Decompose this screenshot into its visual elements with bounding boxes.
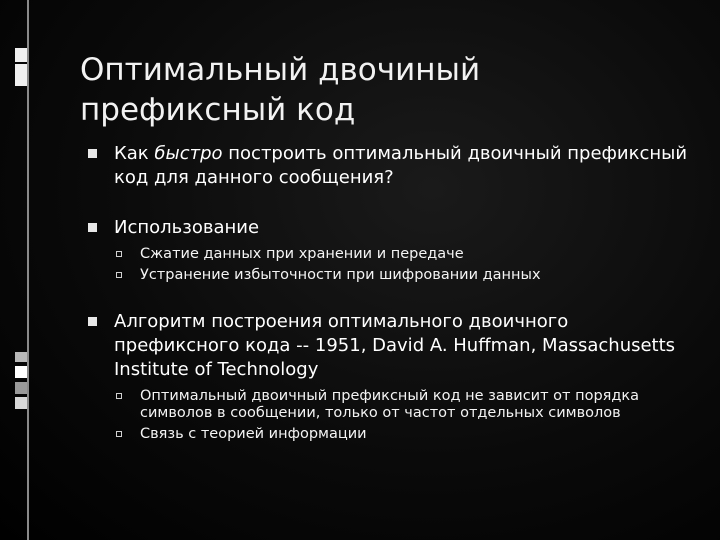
accent-bar-bottom-2	[15, 366, 27, 378]
bullet-usage	[88, 216, 688, 240]
sub-bullet-information-theory	[88, 426, 688, 443]
sub-bullet-text: Связь с теорией информации	[140, 426, 367, 442]
hollow-square-bullet-icon	[116, 431, 122, 437]
bullet-algorithm	[88, 310, 688, 382]
title-line-1: Оптимальный двочиный	[80, 52, 481, 88]
hollow-square-bullet-icon	[116, 393, 122, 399]
sub-bullet-text: Устранение избыточности при шифровании данных	[140, 267, 541, 283]
accent-bar-bottom-4	[15, 397, 27, 409]
sub-bullet-text: Сжатие данных при хранении и передаче	[140, 246, 464, 262]
accent-bar-bottom-3	[15, 382, 27, 394]
bullet-question	[88, 142, 688, 190]
hollow-square-bullet-icon	[116, 272, 122, 278]
square-bullet-icon	[88, 223, 97, 232]
accent-bar-bottom-1	[15, 352, 27, 362]
accent-bar-top-1	[15, 48, 27, 62]
slide-title	[80, 50, 680, 130]
sub-bullet-order-independence	[88, 388, 688, 422]
hollow-square-bullet-icon	[116, 251, 122, 257]
accent-bar-top-2	[15, 64, 27, 86]
bullet-algorithm-text: Алгоритм построения оптимального двоичного префиксного кода -- 1951, David A. Huffman, Massachusetts Institute of Technology	[114, 311, 676, 380]
sub-bullet-redundancy	[88, 267, 688, 284]
left-rule-decoration	[27, 0, 29, 540]
sub-bullet-compression	[88, 246, 688, 263]
bullet-question-emphasis: быстро	[154, 143, 223, 164]
slide-body	[88, 142, 688, 443]
sub-bullet-text: Оптимальный двоичный префиксный код не зависит от порядка символов в сообщении, только от частот отдельных символов	[140, 388, 640, 421]
bullet-usage-text: Использование	[114, 217, 260, 238]
bullet-question-pre: Как	[114, 143, 155, 164]
title-line-2: префиксный код	[80, 92, 356, 128]
bullet-question-post: построить оптимальный двоичный префиксный код для данного сообщения?	[114, 143, 688, 188]
square-bullet-icon	[88, 317, 97, 326]
square-bullet-icon	[88, 149, 97, 158]
